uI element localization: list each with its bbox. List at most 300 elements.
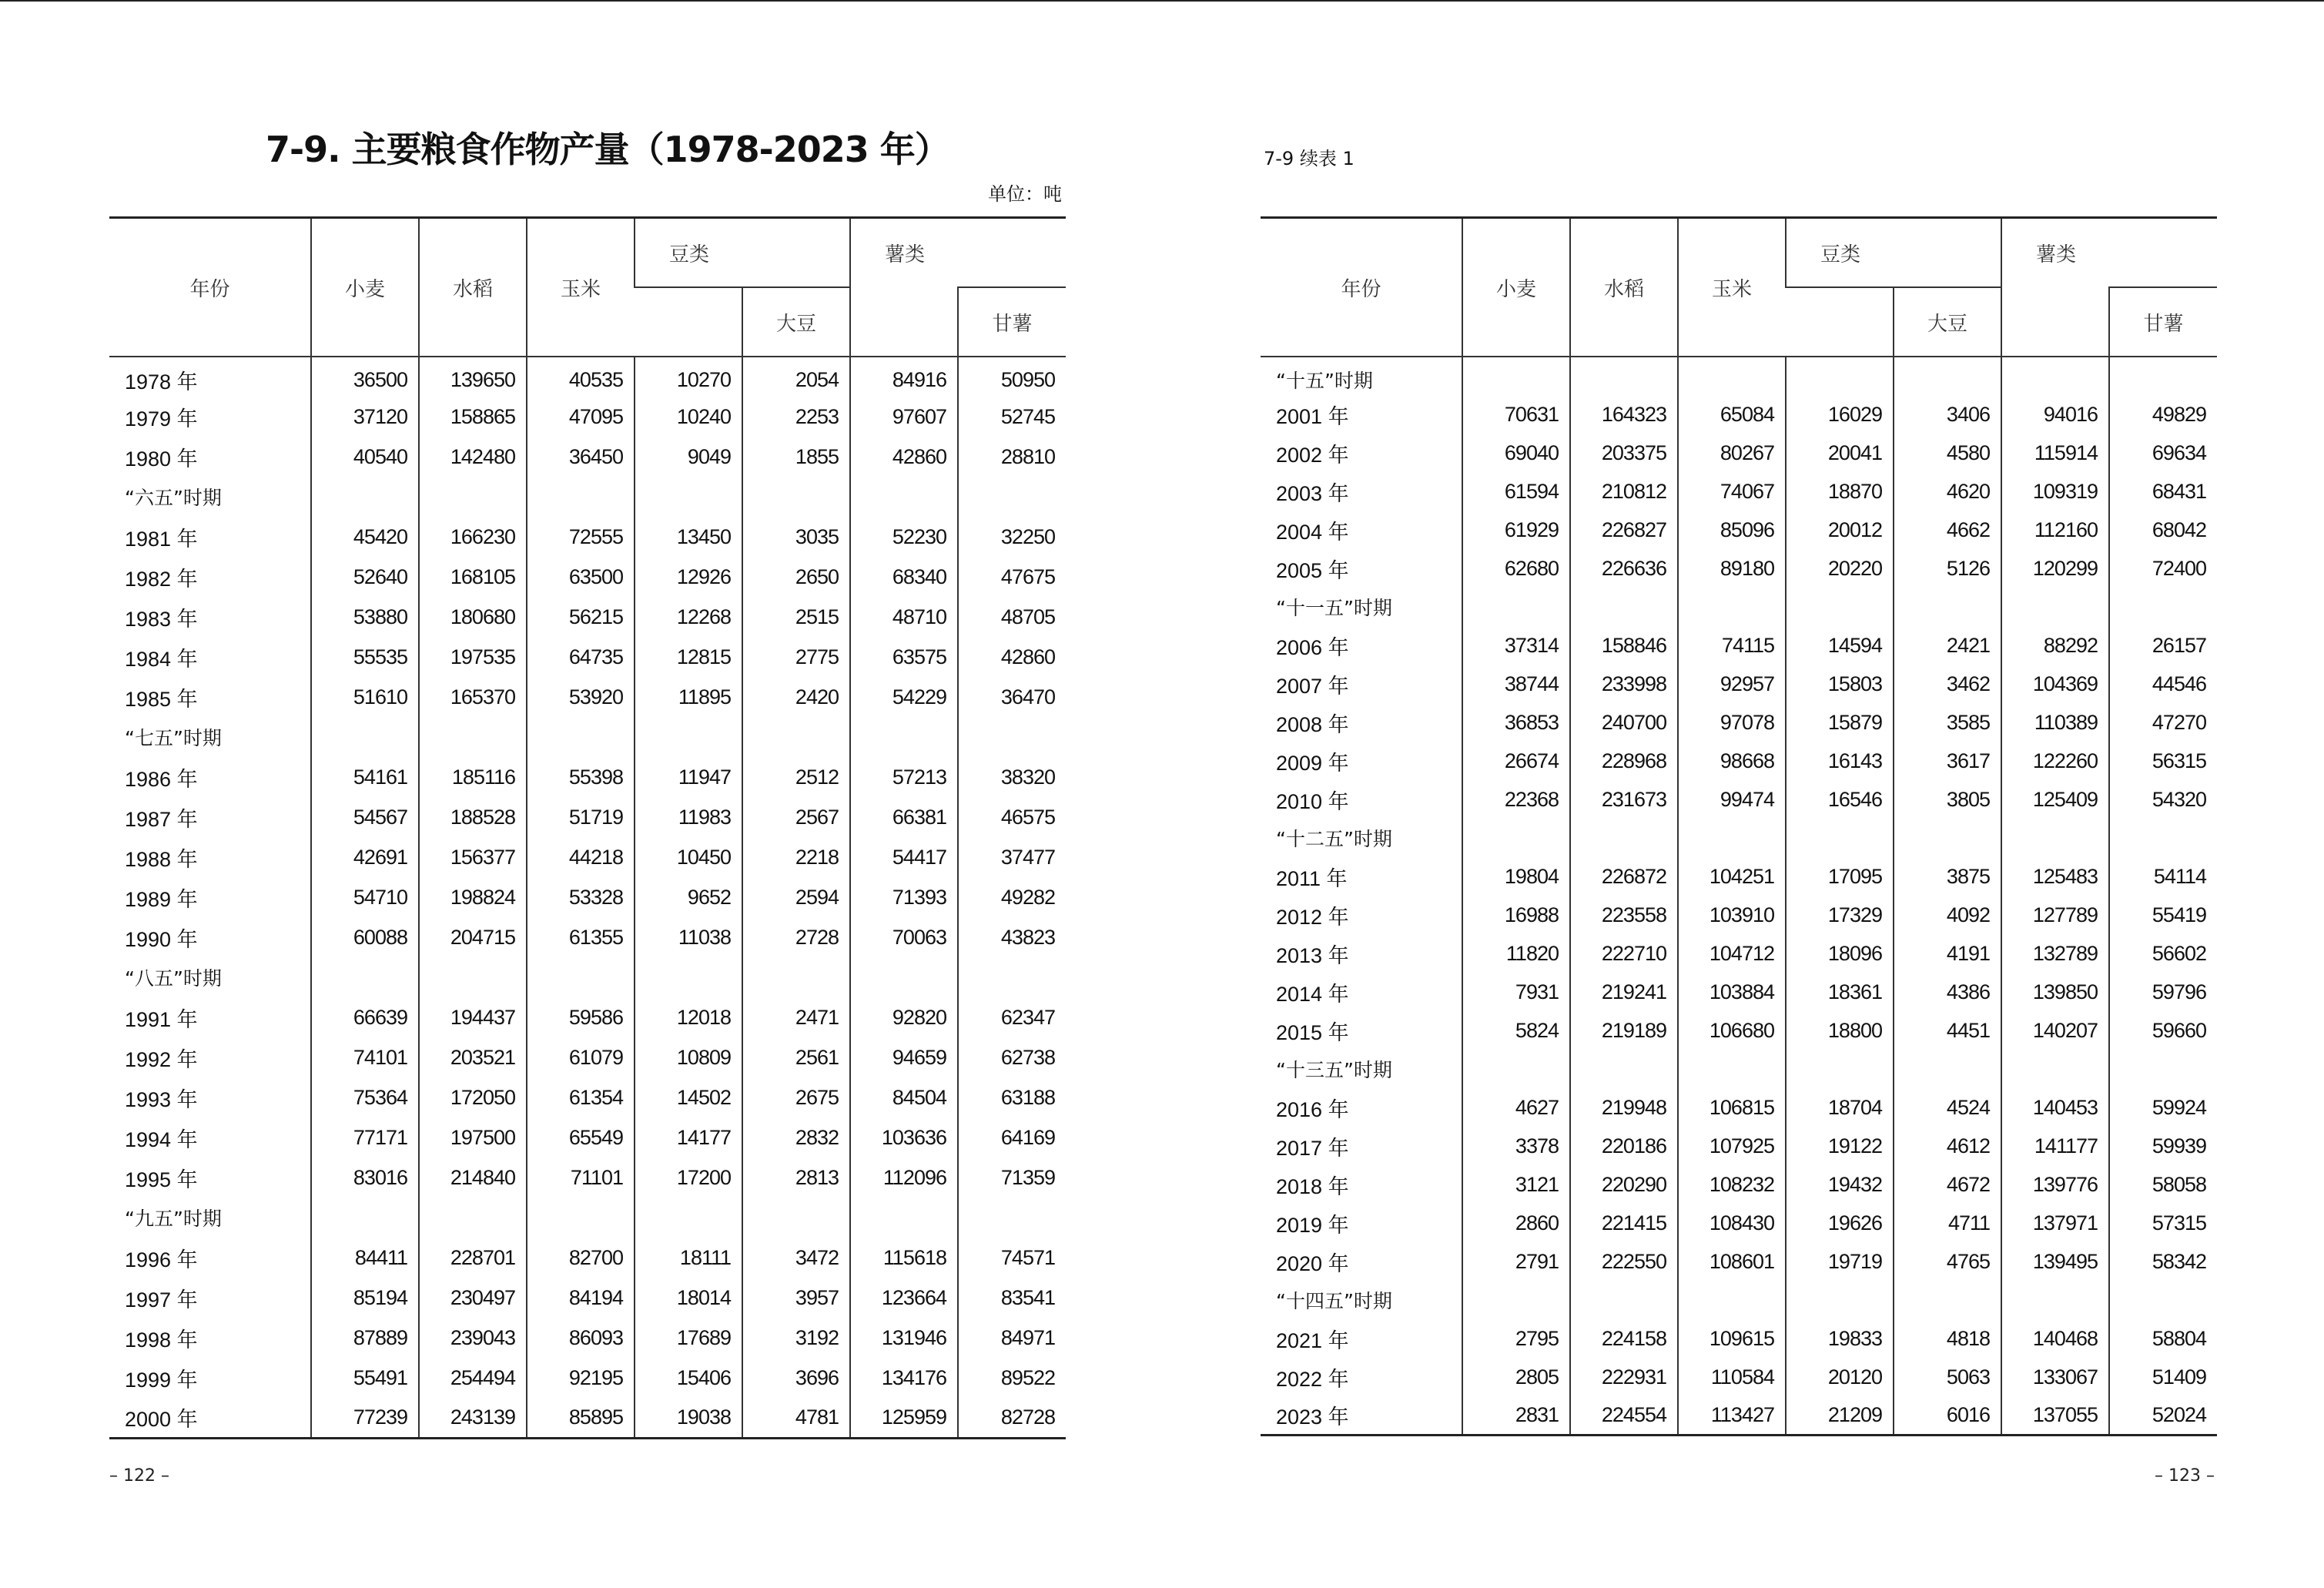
value-cell: 230497: [419, 1278, 527, 1318]
header-tubers: 薯类: [2001, 218, 2109, 288]
value-cell: 16988: [1462, 896, 1570, 934]
value-cell: 172050: [419, 1077, 527, 1117]
table-row: [1261, 665, 2217, 703]
value-cell: 219241: [1570, 973, 1678, 1011]
value-cell: 92195: [527, 1358, 635, 1398]
year-cell: 2010 年: [1276, 789, 1349, 813]
value-cell: 131946: [850, 1318, 958, 1358]
value-cell: 18870: [1786, 472, 1894, 511]
period-label: “十三五”时期: [1276, 1059, 1392, 1081]
value-cell: 18361: [1786, 973, 1894, 1011]
value-cell: 194437: [419, 997, 527, 1037]
header-spacer: [1894, 218, 2001, 288]
value-cell: 53328: [527, 877, 635, 917]
value-cell: 168105: [419, 557, 527, 597]
header-rice: 水稻: [419, 218, 527, 357]
value-cell: [527, 957, 635, 997]
value-cell: 66639: [311, 997, 419, 1037]
value-cell: 98668: [1678, 742, 1786, 780]
value-cell: 57213: [850, 757, 958, 797]
value-cell: [1894, 819, 2001, 857]
value-cell: [1894, 1281, 2001, 1319]
value-cell: 86093: [527, 1318, 635, 1358]
value-cell: [850, 957, 958, 997]
period-label: “六五”时期: [125, 487, 222, 509]
table-row: [109, 1318, 1066, 1358]
value-cell: 89522: [958, 1358, 1066, 1398]
value-cell: 89180: [1678, 549, 1786, 588]
value-cell: 106680: [1678, 1011, 1786, 1050]
value-cell: 203375: [1570, 434, 1678, 472]
year-cell: 2003 年: [1276, 481, 1349, 505]
value-cell: 48705: [958, 597, 1066, 637]
value-cell: 38320: [958, 757, 1066, 797]
value-cell: 19626: [1786, 1204, 1894, 1242]
value-cell: 82700: [527, 1238, 635, 1278]
table-row: [1261, 703, 2217, 742]
value-cell: 106815: [1678, 1088, 1786, 1127]
year-cell: 1983 年: [125, 607, 198, 631]
value-cell: 83541: [958, 1278, 1066, 1318]
value-cell: 17329: [1786, 896, 1894, 934]
year-cell: 2002 年: [1276, 443, 1349, 467]
value-cell: 40540: [311, 437, 419, 477]
table-row: [1261, 626, 2217, 665]
year-cell: 2005 年: [1276, 558, 1349, 582]
value-cell: 75364: [311, 1077, 419, 1117]
table-row: [109, 997, 1066, 1037]
value-cell: 62680: [1462, 549, 1570, 588]
value-cell: 19038: [635, 1398, 742, 1438]
value-cell: [1570, 588, 1678, 626]
value-cell: 226872: [1570, 857, 1678, 896]
table-row: [1261, 1088, 2217, 1127]
year-cell: 2007 年: [1276, 674, 1349, 698]
value-cell: 54114: [2109, 857, 2217, 896]
table-row: [1261, 434, 2217, 472]
value-cell: 14594: [1786, 626, 1894, 665]
value-cell: 59586: [527, 997, 635, 1037]
value-cell: 87889: [311, 1318, 419, 1358]
value-cell: 57315: [2109, 1204, 2217, 1242]
period-row: [1261, 1281, 2217, 1319]
value-cell: 17689: [635, 1318, 742, 1358]
value-cell: 55419: [2109, 896, 2217, 934]
value-cell: 54229: [850, 677, 958, 717]
value-cell: 85096: [1678, 511, 1786, 549]
table-row: [109, 1077, 1066, 1117]
header-year: 年份: [109, 218, 311, 357]
value-cell: 231673: [1570, 780, 1678, 819]
value-cell: 2650: [742, 557, 850, 597]
value-cell: 103910: [1678, 896, 1786, 934]
value-cell: [1462, 1050, 1570, 1088]
header-beans-cont: [635, 287, 742, 357]
table-row: [1261, 1204, 2217, 1242]
value-cell: 104369: [2001, 665, 2109, 703]
value-cell: [1678, 819, 1786, 857]
header-beans: 豆类: [1786, 218, 1894, 288]
value-cell: 197535: [419, 637, 527, 677]
value-cell: 69634: [2109, 434, 2217, 472]
value-cell: 125483: [2001, 857, 2109, 896]
value-cell: [311, 717, 419, 757]
value-cell: 17200: [635, 1157, 742, 1198]
value-cell: 84504: [850, 1077, 958, 1117]
value-cell: 3957: [742, 1278, 850, 1318]
table-row: [1261, 1242, 2217, 1281]
value-cell: [958, 717, 1066, 757]
value-cell: 4092: [1894, 896, 2001, 934]
value-cell: [742, 477, 850, 517]
value-cell: 103636: [850, 1117, 958, 1157]
value-cell: 2832: [742, 1117, 850, 1157]
value-cell: 164323: [1570, 395, 1678, 434]
header-wheat: 小麦: [311, 218, 419, 357]
value-cell: [1570, 1050, 1678, 1088]
value-cell: 55535: [311, 637, 419, 677]
value-cell: 139495: [2001, 1242, 2109, 1281]
value-cell: [311, 957, 419, 997]
value-cell: 63500: [527, 557, 635, 597]
value-cell: [850, 717, 958, 757]
year-cell: 1984 年: [125, 647, 198, 671]
value-cell: 77171: [311, 1117, 419, 1157]
table-row: [1261, 857, 2217, 896]
value-cell: 2512: [742, 757, 850, 797]
value-cell: [1678, 588, 1786, 626]
value-cell: 4580: [1894, 434, 2001, 472]
value-cell: 107925: [1678, 1127, 1786, 1165]
year-cell: 1987 年: [125, 807, 198, 831]
value-cell: [2001, 1281, 2109, 1319]
period-label: “七五”时期: [125, 727, 222, 749]
value-cell: 65084: [1678, 395, 1786, 434]
year-cell: 1989 年: [125, 887, 198, 911]
value-cell: 47270: [2109, 703, 2217, 742]
table-row: [109, 677, 1066, 717]
value-cell: 226827: [1570, 511, 1678, 549]
year-cell: 2019 年: [1276, 1213, 1349, 1237]
year-cell: 2004 年: [1276, 520, 1349, 544]
year-cell: 2018 年: [1276, 1174, 1349, 1198]
value-cell: 28810: [958, 437, 1066, 477]
year-cell: 2016 年: [1276, 1097, 1349, 1121]
year-cell: 1999 年: [125, 1368, 198, 1392]
year-cell: 1992 年: [125, 1047, 198, 1071]
value-cell: [1786, 1281, 1894, 1319]
table-row: [109, 517, 1066, 557]
value-cell: 233998: [1570, 665, 1678, 703]
value-cell: 2795: [1462, 1319, 1570, 1358]
value-cell: [1894, 588, 2001, 626]
value-cell: 46575: [958, 797, 1066, 837]
period-row: [109, 1198, 1066, 1238]
year-cell: 1998 年: [125, 1328, 198, 1352]
table-row: [109, 437, 1066, 477]
value-cell: [635, 477, 742, 517]
value-cell: 84971: [958, 1318, 1066, 1358]
value-cell: 99474: [1678, 780, 1786, 819]
value-cell: 4524: [1894, 1088, 2001, 1127]
value-cell: 60088: [311, 917, 419, 957]
period-row: [109, 717, 1066, 757]
value-cell: [1462, 588, 1570, 626]
value-cell: 61929: [1462, 511, 1570, 549]
year-cell: 1979 年: [125, 407, 198, 431]
year-cell: 2017 年: [1276, 1136, 1349, 1160]
value-cell: 19122: [1786, 1127, 1894, 1165]
value-cell: 56215: [527, 597, 635, 637]
value-cell: [2109, 1050, 2217, 1088]
value-cell: 42691: [311, 837, 419, 877]
year-cell: 1981 年: [125, 527, 198, 551]
value-cell: 36450: [527, 437, 635, 477]
value-cell: 65549: [527, 1117, 635, 1157]
value-cell: 11038: [635, 917, 742, 957]
value-cell: 243139: [419, 1398, 527, 1438]
year-cell: 2000 年: [125, 1407, 198, 1431]
value-cell: 36500: [311, 357, 419, 397]
header-sweet-potato: 甘薯: [2109, 287, 2217, 357]
value-cell: 16143: [1786, 742, 1894, 780]
value-cell: 125959: [850, 1398, 958, 1438]
value-cell: 61354: [527, 1077, 635, 1117]
period-row: [1261, 357, 2217, 395]
value-cell: 4765: [1894, 1242, 2001, 1281]
value-cell: 6016: [1894, 1396, 2001, 1435]
value-cell: 56315: [2109, 742, 2217, 780]
value-cell: 20120: [1786, 1358, 1894, 1396]
value-cell: [742, 957, 850, 997]
value-cell: 197500: [419, 1117, 527, 1157]
value-cell: 139776: [2001, 1165, 2109, 1204]
table-row: [109, 597, 1066, 637]
value-cell: 58058: [2109, 1165, 2217, 1204]
year-cell: 1985 年: [125, 687, 198, 711]
value-cell: 156377: [419, 837, 527, 877]
value-cell: 10270: [635, 357, 742, 397]
value-cell: [1678, 357, 1786, 395]
table-row: [1261, 896, 2217, 934]
value-cell: 55491: [311, 1358, 419, 1398]
value-cell: 11895: [635, 677, 742, 717]
value-cell: 204715: [419, 917, 527, 957]
value-cell: 132789: [2001, 934, 2109, 973]
table-row: [109, 837, 1066, 877]
table-row: [1261, 1011, 2217, 1050]
value-cell: 140453: [2001, 1088, 2109, 1127]
value-cell: 19804: [1462, 857, 1570, 896]
value-cell: [958, 957, 1066, 997]
value-cell: 120299: [2001, 549, 2109, 588]
value-cell: 74115: [1678, 626, 1786, 665]
value-cell: 4627: [1462, 1088, 1570, 1127]
value-cell: [1462, 357, 1570, 395]
value-cell: 61594: [1462, 472, 1570, 511]
value-cell: 2253: [742, 397, 850, 437]
value-cell: 18704: [1786, 1088, 1894, 1127]
value-cell: 63188: [958, 1077, 1066, 1117]
value-cell: 110389: [2001, 703, 2109, 742]
value-cell: [1462, 819, 1570, 857]
value-cell: 158865: [419, 397, 527, 437]
value-cell: 37314: [1462, 626, 1570, 665]
value-cell: 10240: [635, 397, 742, 437]
value-cell: 36470: [958, 677, 1066, 717]
value-cell: 4672: [1894, 1165, 2001, 1204]
year-cell: 1982 年: [125, 567, 198, 591]
value-cell: 222931: [1570, 1358, 1678, 1396]
table-row: [109, 1238, 1066, 1278]
table-row: [109, 357, 1066, 397]
value-cell: 82728: [958, 1398, 1066, 1438]
value-cell: 10809: [635, 1037, 742, 1077]
value-cell: 108430: [1678, 1204, 1786, 1242]
value-cell: 198824: [419, 877, 527, 917]
value-cell: 11820: [1462, 934, 1570, 973]
value-cell: 36853: [1462, 703, 1570, 742]
value-cell: 210812: [1570, 472, 1678, 511]
value-cell: 84916: [850, 357, 958, 397]
value-cell: 4620: [1894, 472, 2001, 511]
value-cell: 137055: [2001, 1396, 2109, 1435]
value-cell: 2831: [1462, 1396, 1570, 1435]
value-cell: 3035: [742, 517, 850, 557]
value-cell: [2109, 588, 2217, 626]
value-cell: 17095: [1786, 857, 1894, 896]
value-cell: 2420: [742, 677, 850, 717]
value-cell: 104712: [1678, 934, 1786, 973]
value-cell: 219189: [1570, 1011, 1678, 1050]
value-cell: 61079: [527, 1037, 635, 1077]
value-cell: 59924: [2109, 1088, 2217, 1127]
value-cell: 9652: [635, 877, 742, 917]
value-cell: 12268: [635, 597, 742, 637]
value-cell: 49829: [2109, 395, 2217, 434]
value-cell: 109615: [1678, 1319, 1786, 1358]
year-cell: 2022 年: [1276, 1367, 1349, 1391]
table-row: [1261, 1396, 2217, 1435]
value-cell: 64169: [958, 1117, 1066, 1157]
value-cell: 3378: [1462, 1127, 1570, 1165]
value-cell: 97078: [1678, 703, 1786, 742]
header-beans: 豆类: [635, 218, 742, 288]
value-cell: 109319: [2001, 472, 2109, 511]
value-cell: 3875: [1894, 857, 2001, 896]
value-cell: 139850: [2001, 973, 2109, 1011]
value-cell: 12926: [635, 557, 742, 597]
value-cell: 2805: [1462, 1358, 1570, 1396]
value-cell: 43823: [958, 917, 1066, 957]
year-cell: 2011 年: [1276, 866, 1348, 890]
value-cell: 4781: [742, 1398, 850, 1438]
value-cell: 3462: [1894, 665, 2001, 703]
value-cell: 22368: [1462, 780, 1570, 819]
table-row: [1261, 1319, 2217, 1358]
period-label: “十一五”时期: [1276, 597, 1392, 619]
value-cell: 61355: [527, 917, 635, 957]
period-row: [1261, 588, 2217, 626]
value-cell: 12815: [635, 637, 742, 677]
value-cell: [2109, 819, 2217, 857]
value-cell: 125409: [2001, 780, 2109, 819]
value-cell: 4386: [1894, 973, 2001, 1011]
value-cell: [2001, 1050, 2109, 1088]
value-cell: [958, 477, 1066, 517]
value-cell: 53880: [311, 597, 419, 637]
value-cell: [1786, 819, 1894, 857]
value-cell: 139650: [419, 357, 527, 397]
value-cell: 122260: [2001, 742, 2109, 780]
value-cell: 54161: [311, 757, 419, 797]
value-cell: 103884: [1678, 973, 1786, 1011]
year-cell: 1986 年: [125, 767, 198, 791]
year-cell: 2006 年: [1276, 635, 1349, 659]
header-tubers: 薯类: [850, 218, 958, 288]
value-cell: 2218: [742, 837, 850, 877]
value-cell: 254494: [419, 1358, 527, 1398]
table-row: [109, 877, 1066, 917]
value-cell: 4711: [1894, 1204, 2001, 1242]
value-cell: 58342: [2109, 1242, 2217, 1281]
value-cell: [1462, 1281, 1570, 1319]
value-cell: 19432: [1786, 1165, 1894, 1204]
value-cell: 42860: [958, 637, 1066, 677]
value-cell: 20220: [1786, 549, 1894, 588]
value-cell: [419, 717, 527, 757]
header-spacer: [2109, 218, 2217, 288]
table-row: [1261, 549, 2217, 588]
value-cell: 3192: [742, 1318, 850, 1358]
value-cell: 18111: [635, 1238, 742, 1278]
value-cell: 63575: [850, 637, 958, 677]
value-cell: 58804: [2109, 1319, 2217, 1358]
value-cell: [958, 1198, 1066, 1238]
value-cell: 64735: [527, 637, 635, 677]
value-cell: 70631: [1462, 395, 1570, 434]
value-cell: 222710: [1570, 934, 1678, 973]
value-cell: [1678, 1050, 1786, 1088]
year-cell: 1990 年: [125, 927, 198, 951]
header-beans-cont: [1786, 287, 1894, 357]
value-cell: 2421: [1894, 626, 2001, 665]
value-cell: [311, 477, 419, 517]
value-cell: 85895: [527, 1398, 635, 1438]
value-cell: 226636: [1570, 549, 1678, 588]
value-cell: 71393: [850, 877, 958, 917]
value-cell: 26674: [1462, 742, 1570, 780]
value-cell: 115618: [850, 1238, 958, 1278]
value-cell: [2001, 588, 2109, 626]
value-cell: 54567: [311, 797, 419, 837]
page-number: – 122 –: [109, 1466, 169, 1486]
value-cell: 70063: [850, 917, 958, 957]
value-cell: 240700: [1570, 703, 1678, 742]
value-cell: 15406: [635, 1358, 742, 1398]
value-cell: 66381: [850, 797, 958, 837]
value-cell: 1855: [742, 437, 850, 477]
value-cell: 3805: [1894, 780, 2001, 819]
value-cell: 11947: [635, 757, 742, 797]
period-label: “八五”时期: [125, 967, 222, 990]
table-row: [109, 917, 1066, 957]
value-cell: [742, 1198, 850, 1238]
value-cell: 38744: [1462, 665, 1570, 703]
table-row: [109, 557, 1066, 597]
value-cell: [419, 957, 527, 997]
year-cell: 1988 年: [125, 847, 198, 871]
